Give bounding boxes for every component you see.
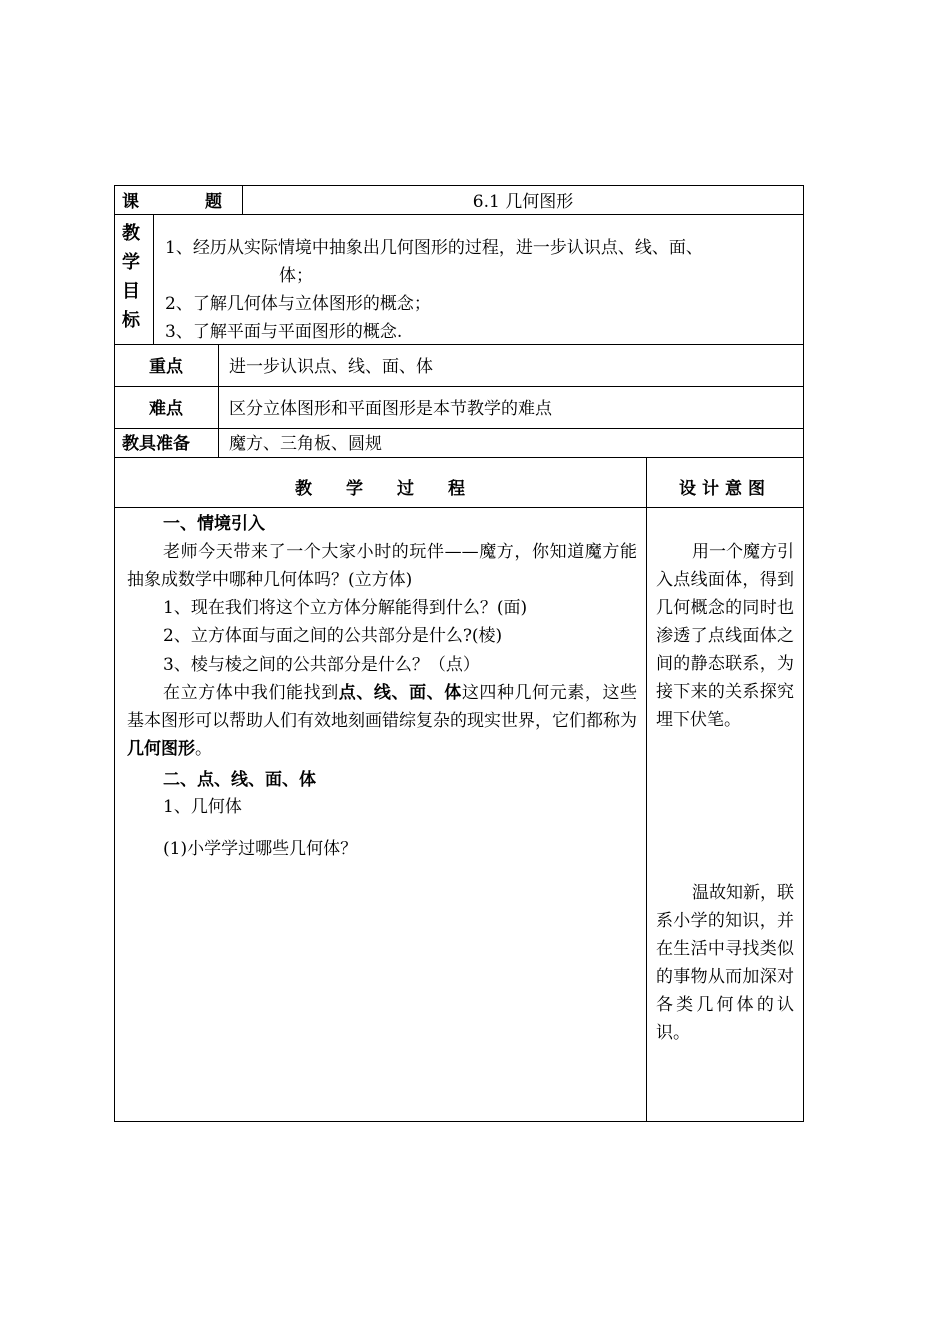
- objective-line-1: 1、经历从实际情境中抽象出几何图形的过程，进一步认识点、线、面、: [165, 238, 703, 258]
- intent-note-2: 温故知新，联系小学的知识，并在生活中寻找类似的事物从而加深对各类几何体的认识。: [656, 883, 794, 1043]
- col-divider: [153, 214, 154, 344]
- difficulty-label: 难点: [149, 399, 183, 419]
- question-2: 2、立方体面与面之间的公共部分是什么?(棱): [163, 626, 503, 646]
- question-1: 1、现在我们将这个立方体分解能得到什么？(面): [163, 598, 528, 618]
- key-point-value: 进一步认识点、线、面、体: [229, 357, 433, 377]
- difficulty-value: 区分立体图形和平面图形是本节教学的难点: [229, 399, 552, 419]
- row-divider: [114, 457, 804, 458]
- question-3: 3、棱与棱之间的公共部分是什么？（点）: [163, 655, 480, 675]
- col-divider: [646, 457, 647, 1122]
- tools-value: 魔方、三角板、圆规: [229, 434, 382, 454]
- topic-value: 6.1 几何图形: [472, 192, 574, 212]
- elements-text-b: 这四种几何元素，这些基本图形可以帮助人们有效地刻画错综复杂的现实世界，它们都称为: [127, 683, 638, 731]
- elements-text-a: 在立方体中我们能找到: [163, 683, 339, 703]
- elements-text-c: 。: [195, 739, 212, 759]
- objective-line-1-cont: 体；: [279, 266, 313, 286]
- section1-title: 一、情境引入: [163, 514, 265, 534]
- row-divider: [114, 214, 804, 215]
- elements-paragraph: [127, 679, 637, 763]
- process-heading: 教 学 过 程: [295, 479, 465, 499]
- section2-title: 二、点、线、面、体: [163, 770, 316, 790]
- tools-label: 教具准备: [122, 434, 190, 454]
- objective-line-2: 2、了解几何体与立体图形的概念；: [165, 294, 431, 314]
- topic-label: 课题: [122, 192, 222, 212]
- intent-heading: 设计意图: [679, 479, 771, 499]
- col-divider: [218, 344, 219, 457]
- elements-bold-1: 点、线、面、体: [338, 683, 462, 703]
- intro-paragraph: 老师今天带来了一个大家小时的玩伴——魔方，你知道魔方能抽象成数学中哪种几何体吗？(立方体): [127, 542, 637, 590]
- key-point-label: 重点: [149, 357, 183, 377]
- objectives-label: 教学目标: [122, 223, 140, 331]
- objective-line-3: 3、了解平面与平面图形的概念.: [165, 322, 403, 342]
- subsection-geometric-solids: 1、几何体: [163, 797, 242, 817]
- elements-bold-2: 几何图形: [127, 739, 195, 759]
- intent-note-1: 用一个魔方引入点线面体，得到几何概念的同时也渗透了点线面体之间的静态联系，为接下来的关系探究埋下伏笔。: [656, 542, 794, 730]
- row-divider: [114, 507, 804, 508]
- subsection-question: (1)小学学过哪些几何体？: [163, 839, 358, 859]
